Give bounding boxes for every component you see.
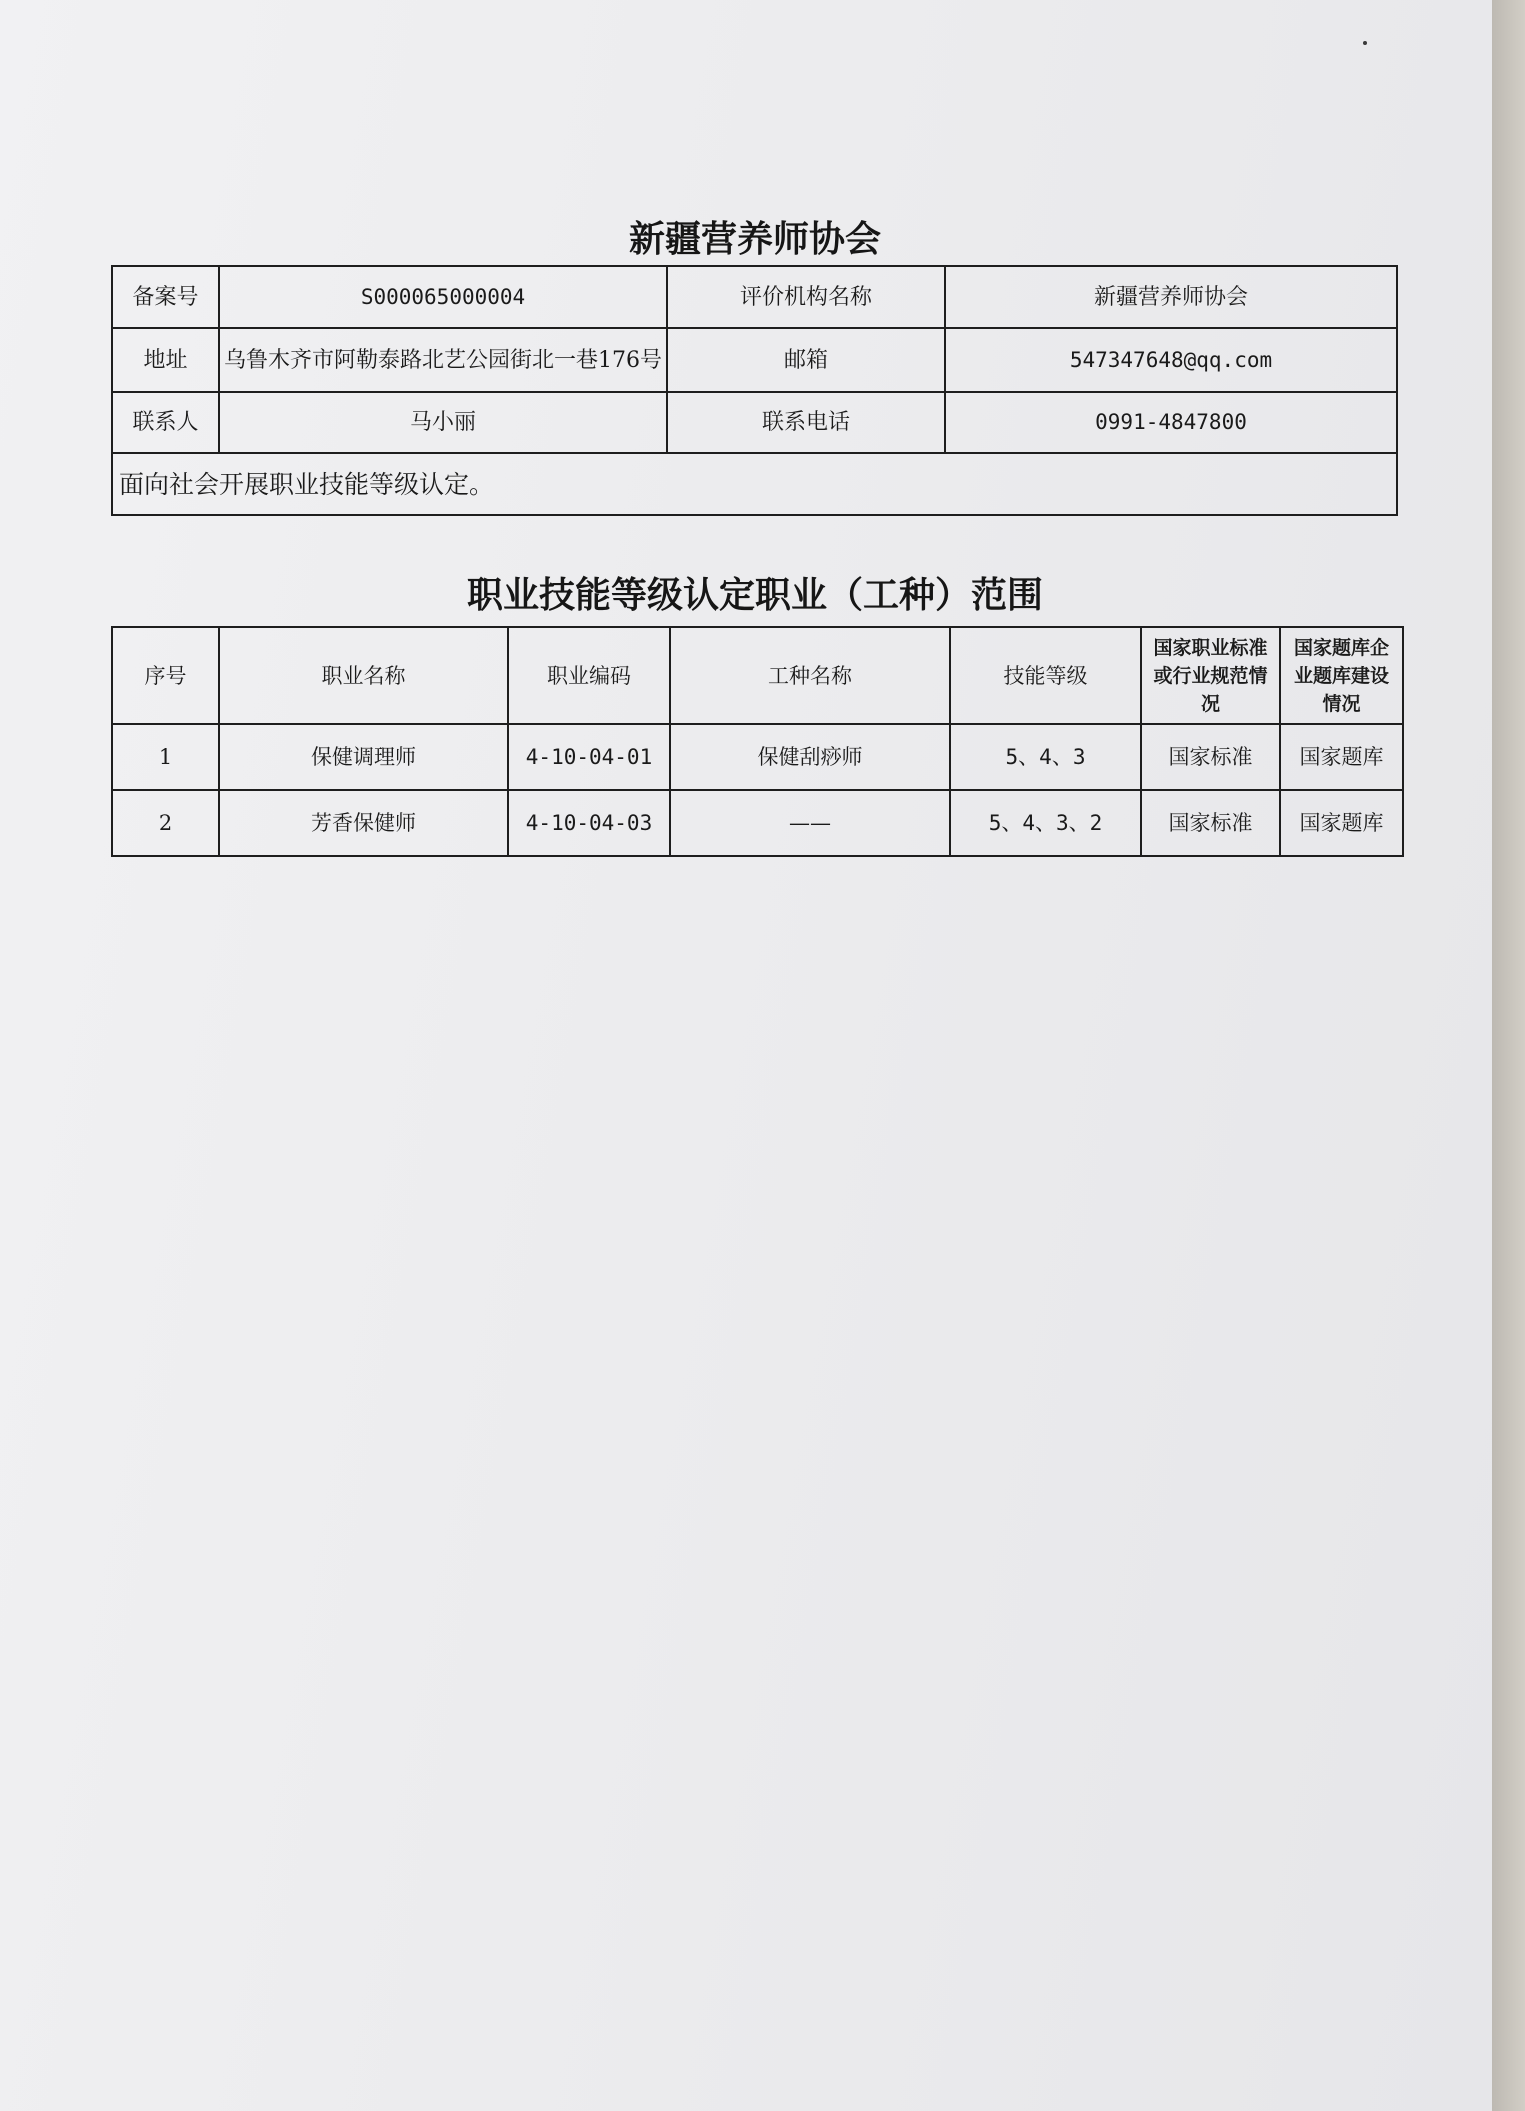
info-row-address xyxy=(112,328,1397,392)
email-label: 邮箱 xyxy=(667,328,945,392)
organization-title: 新疆营养师协会 xyxy=(628,219,881,260)
address-value: 乌鲁木齐市阿勒泰路北艺公园街北一巷176号 xyxy=(219,328,667,392)
table-row xyxy=(112,724,1403,790)
header-occupation-name: 职业名称 xyxy=(219,627,508,724)
contact-label: 联系人 xyxy=(112,392,219,453)
desk-edge xyxy=(1492,0,1525,2111)
row-standard: 国家标准 xyxy=(1141,790,1280,856)
org-name-label: 评价机构名称 xyxy=(667,266,945,328)
phone-value: 0991-4847800 xyxy=(945,392,1397,453)
row-seq: 1 xyxy=(112,724,219,790)
row-seq: 2 xyxy=(112,790,219,856)
row-job-type: —— xyxy=(670,790,950,856)
row-skill-level: 5、4、3 xyxy=(950,724,1141,790)
organization-info-table xyxy=(111,265,1398,516)
info-row-contact xyxy=(112,392,1397,453)
row-occupation-name: 芳香保健师 xyxy=(219,790,508,856)
certification-scope-table xyxy=(111,626,1404,857)
row-question-bank: 国家题库 xyxy=(1280,724,1403,790)
address-label: 地址 xyxy=(112,328,219,392)
row-occupation-code: 4-10-04-01 xyxy=(508,724,670,790)
table-row xyxy=(112,790,1403,856)
header-standard: 国家职业标准或行业规范情况 xyxy=(1141,627,1280,724)
phone-label: 联系电话 xyxy=(667,392,945,453)
row-standard: 国家标准 xyxy=(1141,724,1280,790)
email-value: 547347648@qq.com xyxy=(945,328,1397,392)
row-skill-level: 5、4、3、2 xyxy=(950,790,1141,856)
header-skill-level: 技能等级 xyxy=(950,627,1141,724)
org-name-value: 新疆营养师协会 xyxy=(945,266,1397,328)
row-occupation-name: 保健调理师 xyxy=(219,724,508,790)
header-question-bank: 国家题库企业题库建设情况 xyxy=(1280,627,1403,724)
scope-description: 面向社会开展职业技能等级认定。 xyxy=(112,453,1397,515)
header-seq: 序号 xyxy=(112,627,219,724)
row-question-bank: 国家题库 xyxy=(1280,790,1403,856)
header-job-type: 工种名称 xyxy=(670,627,950,724)
paper-speck xyxy=(1363,41,1367,45)
info-row-record xyxy=(112,266,1397,328)
row-occupation-code: 4-10-04-03 xyxy=(508,790,670,856)
info-row-description xyxy=(112,453,1397,515)
scope-title: 职业技能等级认定职业（工种）范围 xyxy=(466,575,1043,616)
scope-header-row xyxy=(112,627,1403,724)
row-job-type: 保健刮痧师 xyxy=(670,724,950,790)
record-no-value: S000065000004 xyxy=(219,266,667,328)
record-no-label: 备案号 xyxy=(112,266,219,328)
contact-value: 马小丽 xyxy=(219,392,667,453)
header-occupation-code: 职业编码 xyxy=(508,627,670,724)
